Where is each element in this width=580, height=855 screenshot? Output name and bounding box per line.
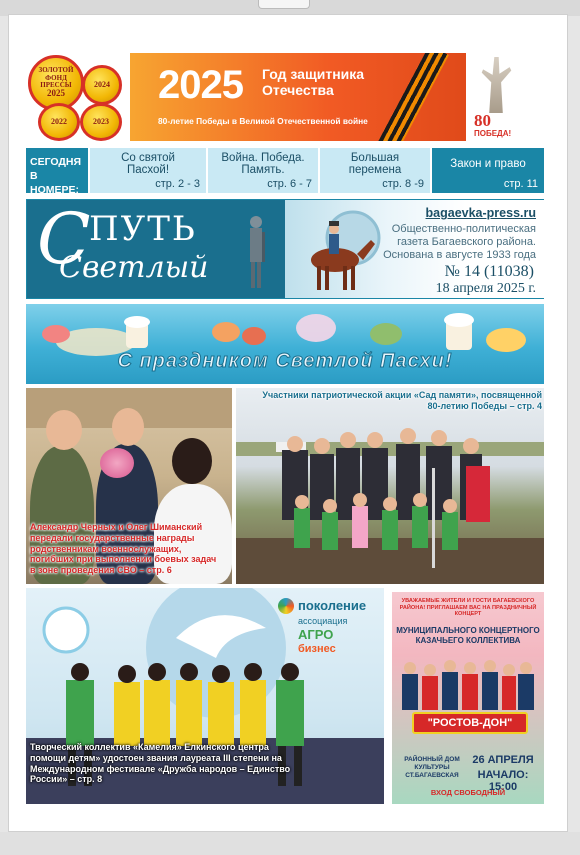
issue-date: 18 апреля 2025 г. [435, 281, 536, 296]
poster-title: МУНИЦИПАЛЬНОГО КОНЦЕРТНОГО КАЗАЧЬЕГО КОЛЛЕКТИВА [396, 626, 540, 645]
easter-greeting-text: С праздником Светлой Пасхи! [117, 350, 453, 372]
toc-item-law[interactable]: Закон и право стр. 11 [432, 148, 544, 193]
toc-item-war-victory[interactable]: Война. Победа. Память. стр. 6 - 7 [208, 148, 318, 193]
victory-80-emblem [466, 53, 528, 141]
masthead-title-word1: ПУТЬ [89, 209, 197, 249]
banner-year: 2025 [158, 63, 243, 107]
newspaper-masthead [26, 199, 544, 299]
toc-label: СЕГОДНЯ В НОМЕРЕ: [26, 148, 88, 193]
seal-badge-2023: 2023 [80, 103, 122, 141]
poster-invite: УВАЖАЕМЫЕ ЖИТЕЛИ И ГОСТИ БАГАЕВСКОГО РАЙОНА! ПРИГЛАШАЕМ ВАС НА ПРАЗДНИЧНЫЙ КОНЦЕРТ [399, 598, 537, 618]
toc-item-easter[interactable]: Со святой Пасхой! стр. 2 - 3 [90, 148, 206, 193]
masthead-initial: С [37, 198, 91, 280]
masthead-logo-block [27, 200, 285, 298]
poster-time: НАЧАЛО: 15:00 [477, 769, 529, 793]
memory-garden-scene [236, 388, 544, 584]
masthead-info-block [285, 200, 544, 298]
poster-performers-image [398, 654, 538, 710]
victory-word: ПОБЕДА! [474, 129, 512, 138]
masthead-title-word2: Светлый [59, 250, 209, 285]
poster-entry: ВХОД СВОБОДНЫЙ [430, 788, 506, 797]
concert-poster [392, 592, 544, 804]
year-of-defender-banner [130, 53, 466, 141]
issue-number: № 14 (11038) [444, 263, 534, 280]
poster-date: 26 АПРЕЛЯ [472, 754, 534, 766]
viewer-tab-handle[interactable] [258, 0, 310, 9]
viewer-bottom-bar [0, 832, 580, 855]
soldier-monument-icon [241, 212, 271, 292]
golden-fund-seal [28, 55, 123, 141]
pokolenie-logo-icon [278, 598, 294, 614]
motherland-statue-icon [479, 57, 513, 113]
kamelia-photo-caption: Творческий коллектив «Камелия» Елкинского центра помощи детям» удостоен звания лауреата III степени на Международном фестивале «Дружба народов – Единство России» – стр. 8 [30, 742, 291, 785]
website-link[interactable]: bagaevka-press.ru [425, 206, 536, 220]
seal-badge-2022: 2022 [38, 103, 80, 141]
garden-photo-caption: Участники патриотической акции «Сад памяти», посвященной 80-летию Победы – стр. 4 [262, 390, 542, 411]
sponsor-logos: поколение ассоциация АГРО бизнес [278, 592, 378, 662]
seal-badge-main: ЗОЛОТОЙ ФОНД ПРЕССЫ 2025 [28, 55, 84, 111]
bouquet-icon [100, 448, 134, 478]
award-ceremony-photo [26, 388, 232, 584]
poster-venue: РАЙОННЫЙ ДОМ КУЛЬТУРЫ СТ.БАГАЕВСКАЯ [404, 756, 460, 779]
poster-ensemble-name: "РОСТОВ-ДОН" [412, 712, 528, 734]
cossack-horseman-icon [293, 208, 383, 296]
banner-theme: Год защитника Отечества [262, 66, 365, 99]
toc-item-big-break[interactable]: Большая перемена стр. 8 -9 [320, 148, 430, 193]
memory-garden-photo [236, 388, 544, 584]
award-photo-caption: Александр Черных и Олег Шиманский передали государственные награды родственникам военнослужащих, погибших при выполнении боевых задач в зоне проведения СВО – стр. 6 [30, 522, 217, 576]
seal-badge-2024: 2024 [82, 65, 122, 105]
kamelia-ensemble-photo [26, 588, 384, 804]
newspaper-description: Общественно-политическая газета Багаевского района. Основана в августе 1933 года [383, 223, 536, 261]
easter-greeting-banner [26, 304, 544, 384]
victory-number: 80 [474, 111, 491, 130]
banner-subtitle: 80-летие Победы в Великой Отечественной войне [158, 116, 368, 126]
